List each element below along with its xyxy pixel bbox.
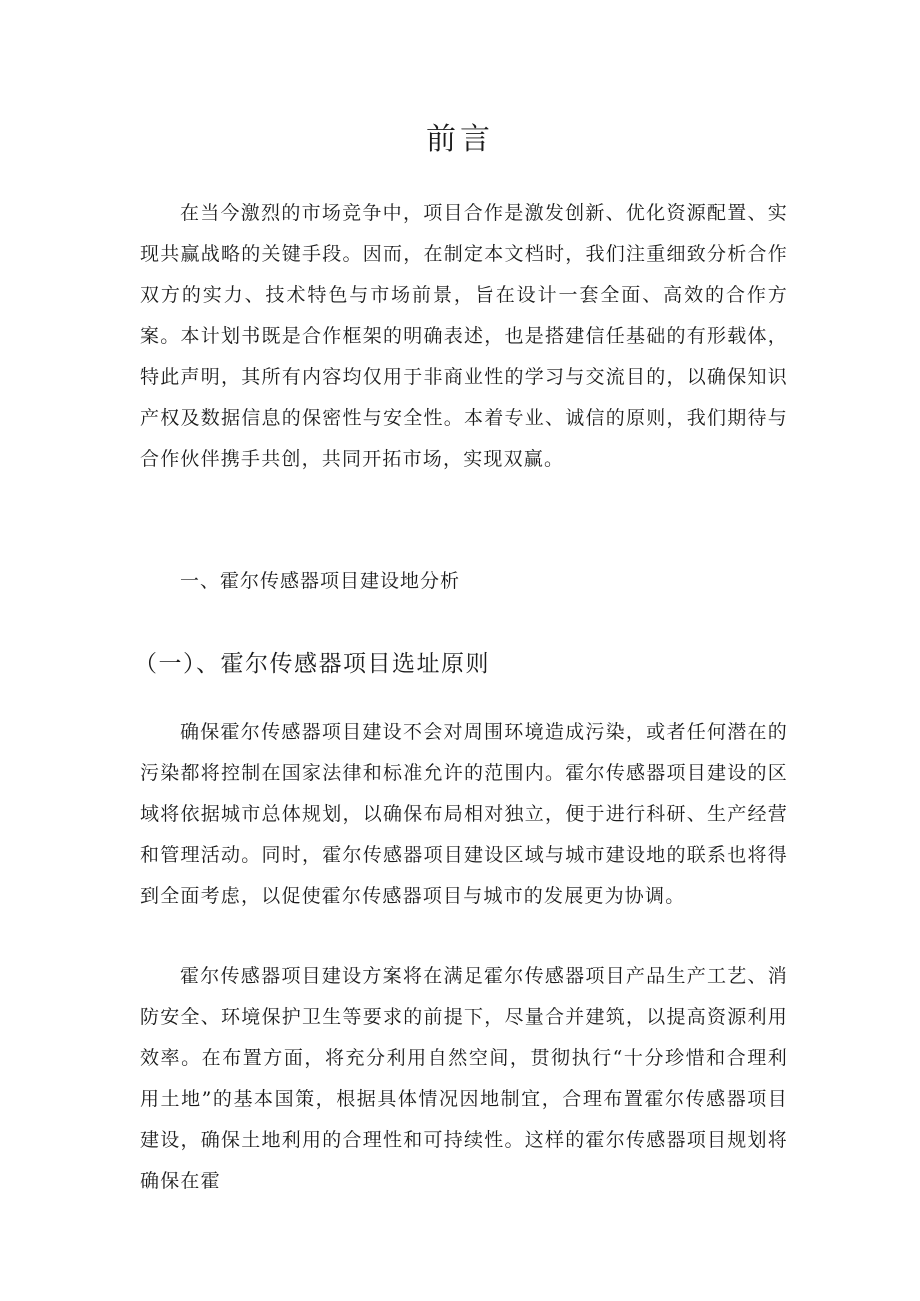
subsection-heading: （一）、霍尔传感器项目选址原则 — [134, 651, 490, 677]
page-title: 前言 — [426, 122, 494, 157]
intro-paragraph: 在当今激烈的市场竞争中，项目合作是激发创新、优化资源配置、实现共赢战略的关键手段。因而，在制定本文档时，我们注重细致分析合作双方的实力、技术特色与市场前景，旨在设计一套全面、高效的合作方案。本计划书既是合作框架的明确表述，也是搭建信任基础的有形载体，特此声明，其所有内容均仅用于非商业性的学习与交流目的，以确保知识产权及数据信息的保密性与安全性。本着专业、诚信的原则，我们期待与合作伙伴携手共创，共同开拓市场，实现双赢。 — [140, 202, 788, 470]
section-heading: 一、霍尔传感器项目建设地分析 — [180, 570, 461, 592]
body-paragraph-2: 霍尔传感器项目建设方案将在满足霍尔传感器项目产品生产工艺、消防安全、环境保护卫生等要求的前提下，尽量合并建筑，以提高资源利用效率。在布置方面，将充分利用自然空间，贯彻执行“十分珍惜和合理利用土地”的基本国策，根据具体情况因地制宜，合理布置霍尔传感器项目建设，确保土地利用的合理性和可持续性。这样的霍尔传感器项目规划将确保在霍 — [140, 965, 788, 1192]
body-paragraph-1: 确保霍尔传感器项目建设不会对周围环境造成污染，或者任何潜在的污染都将控制在国家法律和标准允许的范围内。霍尔传感器项目建设的区域将依据城市总体规划，以确保布局相对独立，便于进行科研、生产经营和管理活动。同时，霍尔传感器项目建设区域与城市建设地的联系也将得到全面考虑，以促使霍尔传感器项目与城市的发展更为协调。 — [140, 721, 788, 907]
